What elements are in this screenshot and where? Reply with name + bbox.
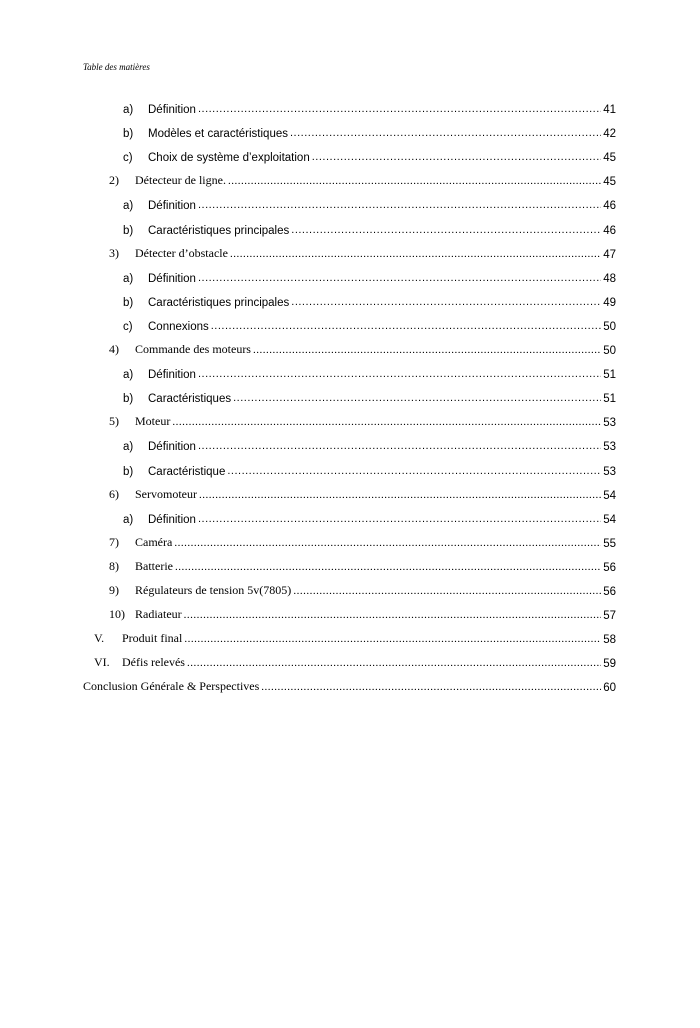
- toc-entry-page-number: 42: [603, 128, 616, 141]
- toc-entry-title: Modèles et caractéristiques: [148, 128, 288, 141]
- toc-entry-number: c): [123, 152, 133, 165]
- toc-entry-number: a): [123, 369, 134, 382]
- toc-entry[interactable]: [109, 532, 616, 552]
- toc-entry[interactable]: [109, 604, 616, 624]
- toc-entry[interactable]: [123, 122, 616, 142]
- dot-leader: [227, 460, 601, 480]
- toc-entry[interactable]: [109, 580, 616, 600]
- toc-entry-page-number: 51: [603, 369, 616, 382]
- dot-leader: [211, 315, 601, 335]
- toc-entry-title: Définition: [148, 513, 196, 526]
- toc-entry[interactable]: [123, 146, 616, 166]
- toc-entry[interactable]: [123, 363, 616, 383]
- toc-entry[interactable]: [123, 291, 616, 311]
- toc-entry-page-number: 53: [603, 465, 616, 478]
- dot-leader: [293, 580, 601, 600]
- toc-entry[interactable]: [94, 628, 616, 648]
- toc-entry-title: Produit final: [122, 631, 183, 646]
- dot-leader: [233, 387, 601, 407]
- toc-entry-title: Choix de système d’exploitation: [148, 152, 310, 165]
- toc-entry-page-number: 50: [603, 320, 616, 333]
- toc-entry-number: 2): [109, 173, 119, 188]
- dot-leader: [187, 652, 601, 672]
- toc-entry-page-number: 41: [603, 104, 616, 116]
- toc-entry-title: Caractéristique: [148, 465, 226, 478]
- dot-leader: [198, 98, 601, 118]
- toc-entry-number: 6): [109, 486, 119, 501]
- toc-entry-number: 4): [109, 342, 119, 356]
- dot-leader: [198, 363, 601, 383]
- dot-leader: [184, 604, 602, 624]
- toc-entry-number: VI.: [94, 655, 110, 670]
- dot-leader: [290, 122, 601, 142]
- toc-entry-page-number: 54: [603, 513, 616, 526]
- toc-entry-number: 7): [109, 534, 119, 549]
- toc-entry-title: Moteur: [135, 414, 171, 429]
- toc-entry[interactable]: [109, 411, 616, 431]
- dot-leader: [175, 556, 601, 576]
- dot-leader: [291, 291, 601, 311]
- toc-entry[interactable]: [94, 652, 616, 672]
- toc-entry-title: Caractéristiques: [148, 393, 232, 406]
- dot-leader: [199, 484, 601, 504]
- toc-entry-title: Détecteur de ligne.: [135, 173, 226, 188]
- toc-entry-title: Radiateur: [135, 607, 182, 622]
- toc-entry-page-number: 55: [603, 537, 616, 550]
- dot-leader: [172, 411, 601, 431]
- toc-entry-page-number: 53: [603, 441, 616, 454]
- toc-entry[interactable]: [123, 508, 616, 528]
- toc-entry-title: Détecter d’obstacle: [135, 245, 228, 260]
- dot-leader: [261, 676, 601, 696]
- toc-entry-number: a): [123, 200, 134, 213]
- toc-entry-number: a): [123, 441, 134, 454]
- toc-entry-page-number: 57: [603, 610, 616, 623]
- toc-entry-number: 9): [109, 583, 119, 597]
- toc-entry-title: Régulateurs de tension 5v(7805): [135, 583, 292, 597]
- toc-entry[interactable]: [123, 98, 616, 118]
- toc-entry-number: 3): [109, 245, 119, 260]
- toc-entry-number: 8): [109, 558, 119, 573]
- toc-entry-page-number: 53: [603, 417, 616, 430]
- toc-entry-title: Connexions: [148, 320, 209, 333]
- toc-entry[interactable]: [123, 435, 616, 455]
- dot-leader: [198, 435, 601, 455]
- toc-entry-title: Caractéristiques principales: [148, 224, 290, 237]
- toc-entry[interactable]: [109, 170, 616, 190]
- toc-entry-title: Définition: [148, 104, 196, 116]
- toc-entry-number: 5): [109, 414, 119, 429]
- dot-leader: [198, 508, 601, 528]
- dot-leader: [253, 339, 601, 359]
- toc-entry-number: V.: [94, 631, 105, 646]
- toc-entry-title: Caractéristiques principales: [148, 296, 290, 309]
- toc-entry-title: Définition: [148, 441, 196, 454]
- toc-entry-page-number: 56: [603, 586, 616, 598]
- dot-leader: [198, 194, 601, 214]
- toc-entry-title: Servomoteur: [135, 486, 197, 501]
- toc-entry-number: b): [123, 465, 134, 478]
- toc-entry-number: b): [123, 296, 134, 309]
- toc-entry-page-number: 49: [603, 296, 616, 309]
- dot-leader: [184, 628, 601, 648]
- toc-entry-number: b): [123, 128, 134, 141]
- toc-entry-title: Batterie: [135, 558, 173, 573]
- toc-entry[interactable]: [123, 387, 616, 407]
- toc-entry-number: b): [123, 224, 134, 237]
- toc-entry[interactable]: [123, 460, 616, 480]
- toc-entry-page-number: 56: [603, 561, 616, 574]
- toc-entry[interactable]: [123, 194, 616, 214]
- toc-entry-number: a): [123, 513, 134, 526]
- dot-leader: [228, 170, 601, 190]
- toc-entry-title: Définition: [148, 200, 196, 213]
- toc-entry-page-number: 51: [603, 393, 616, 406]
- toc-entry-page-number: 50: [603, 345, 616, 357]
- toc-entry[interactable]: [109, 243, 616, 263]
- toc-entry-page-number: 46: [603, 200, 616, 213]
- toc-entry-title: Conclusion Générale & Perspectives: [83, 679, 260, 694]
- toc-entry-page-number: 45: [603, 152, 616, 165]
- toc-entry[interactable]: [123, 315, 616, 335]
- dot-leader: [198, 267, 601, 287]
- toc-entry-page-number: 47: [603, 248, 616, 261]
- toc-entry-number: a): [123, 272, 134, 285]
- toc-entry-page-number: 46: [603, 224, 616, 237]
- toc-entry-title: Caméra: [135, 534, 173, 549]
- toc-entry-number: c): [123, 320, 133, 333]
- toc-entry-page-number: 58: [603, 634, 616, 647]
- toc-entry[interactable]: [123, 219, 616, 239]
- toc-entry[interactable]: [109, 339, 616, 359]
- toc-entry-number: b): [123, 393, 134, 406]
- dot-leader: [312, 146, 601, 166]
- dot-leader: [174, 532, 601, 552]
- toc-entry-title: Commande des moteurs: [135, 342, 251, 356]
- toc-entry-title: Définition: [148, 369, 196, 382]
- toc-entry-page-number: 45: [603, 176, 616, 189]
- toc-entry[interactable]: [83, 676, 616, 696]
- toc-entry[interactable]: [123, 267, 616, 287]
- toc-entry-page-number: 60: [603, 682, 616, 695]
- dot-leader: [291, 219, 601, 239]
- toc-entry-title: Défis relevés: [122, 655, 185, 670]
- toc-entry-page-number: 54: [603, 489, 616, 502]
- toc-entry-page-number: 48: [603, 272, 616, 285]
- toc-entry[interactable]: [109, 556, 616, 576]
- page-header: Table des matières: [83, 62, 150, 72]
- toc-entry-number: 10): [109, 607, 125, 622]
- dot-leader: [230, 243, 601, 263]
- toc-entry-number: a): [123, 104, 134, 116]
- toc-entry-title: Définition: [148, 272, 196, 285]
- toc-entry[interactable]: [109, 484, 616, 504]
- toc-entry-page-number: 59: [603, 658, 616, 671]
